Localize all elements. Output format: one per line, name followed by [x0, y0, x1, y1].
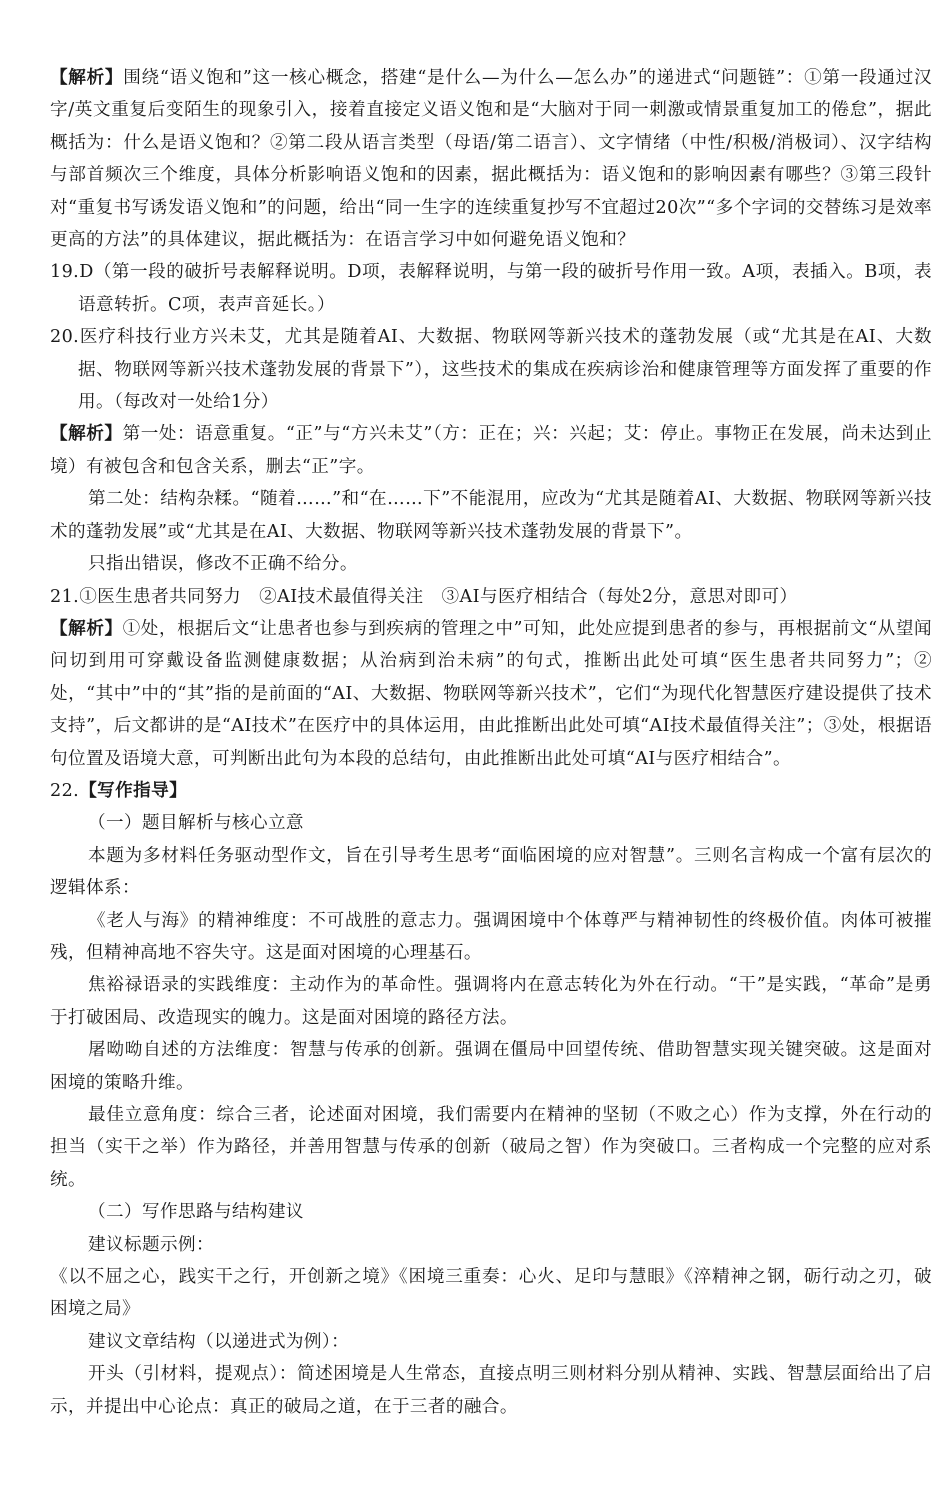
analysis-tag: 【解析】 — [50, 67, 124, 88]
q21-analysis — [50, 613, 932, 775]
q19-text: D（第一段的破折号表解释说明。D项，表解释说明，与第一段的破折号作用一致。A项，表插入。B项，表语意转折。C项，表声音延长。） — [78, 262, 932, 315]
q21-analysis-text: ①处，根据后文“让患者也参与到疾病的管理之中”可知，此处应提到患者的参与，再根据前文“从望闻问切到用可穿戴设备监测健康数据；从治病到治未病”的句式，推断出此处可填“医生患者共同努力”；②处，“其中”中的“其”指的是前面的“AI、大数据、物联网等新兴技术”，它们“为现代化智慧医疗建设提供了技术支持”，后文都讲的是“AI技术”在医疗中的具体运用，由此推断出此处可填“AI技术最值得关注”；③处，根据语句位置及语境大意，可判断出此句为本段的总结句，由此推断出此处可填“AI与医疗相结合”。 — [50, 618, 932, 769]
q19-answer — [50, 256, 932, 321]
q21-answer — [50, 581, 932, 613]
q20-analysis — [50, 418, 932, 483]
q20-analysis-3: 只指出错误，修改不正确不给分。 — [88, 554, 358, 575]
q22-s1-paragraph-2: 《老人与海》的精神维度：不可战胜的意志力。强调困境中个体尊严与精神韧性的终极价值。肉体可被摧残，但精神高地不容失守。这是面对困境的心理基石。 — [50, 910, 932, 963]
q22-s1-paragraph-3: 焦裕禄语录的实践维度：主动作为的革命性。强调将内在意志转化为外在行动。“干”是实践，“革命”是勇于打破困局、改造现实的魄力。这是面对困境的路径方法。 — [50, 975, 932, 1028]
q20-answer — [50, 321, 932, 418]
q22-section2-heading: （二）写作思路与结构建议 — [88, 1202, 304, 1223]
q22-s1-paragraph-4: 屠呦呦自述的方法维度：智慧与传承的创新。强调在僵局中回望传统、借助智慧实现关键突破。这是面对困境的策略升维。 — [50, 1040, 932, 1093]
q21-number: 21. — [50, 586, 80, 607]
q20-answer-text: 医疗科技行业方兴未艾，尤其是随着AI、大数据、物联网等新兴技术的蓬勃发展（或“尤其是在AI、大数据、物联网等新兴技术蓬勃发展的背景下”），这些技术的集成在疾病诊治和健康管理等方面发挥了重要的作用。（每改对一处给1分） — [78, 327, 932, 413]
analysis-tag: 【解析】 — [50, 423, 123, 445]
writing-guide-tag: 【写作指导】 — [79, 779, 188, 801]
analysis-tag: 【解析】 — [50, 617, 123, 639]
q22-number: 22. — [50, 780, 80, 801]
q22-s1-paragraph-5: 最佳立意角度：综合三者，论述面对困境，我们需要内在精神的坚韧（不败之心）作为支撑，外在行动的担当（实干之举）作为路径，并善用智慧与传承的创新（破局之智）作为突破口。三者构成一个完整的应对系统。 — [50, 1105, 932, 1190]
q21-answer-text: ①医生患者共同努力 ②AI技术最值得关注 ③AI与医疗相结合（每处2分，意思对即可） — [79, 586, 798, 607]
q20-analysis-2: 第二处：结构杂糅。“随着……”和“在……下”不能混用，应改为“尤其是随着AI、大数据、物联网等新兴技术的蓬勃发展”或“尤其是在AI、大数据、物联网等新兴技术蓬勃发展的背景下”。 — [50, 489, 932, 542]
q20-number: 20. — [50, 327, 80, 348]
q19-number: 19. — [50, 262, 80, 283]
q22-section1-heading: （一）题目解析与核心立意 — [88, 813, 304, 834]
q18-analysis-text: 围绕“语义饱和”这一核心概念，搭建“是什么—为什么—怎么办”的递进式“问题链”：①第一段通过汉字/英文重复后变陌生的现象引入，接着直接定义语义饱和是“大脑对于同一刺激或情景重复加工的倦怠”，据此概括为：什么是语义饱和？②第二段从语言类型（母语/第二语言）、文字情绪（中性/积极/消极词）、汉字结构与部首频次三个维度，具体分析影响语义饱和的因素，据此概括为：语义饱和的影响因素有哪些？③第三段针对“重复书写诱发语义饱和”的问题，给出“同一生字的连续重复抄写不宜超过20次”“多个字词的交替练习是效率更高的方法”的具体建议，据此概括为：在语言学习中如何避免语义饱和？ — [50, 68, 932, 251]
q20-analysis-1: 第一处：语意重复。“正”与“方兴未艾”（方：正在；兴：兴起；艾：停止。事物正在发展，尚未达到止境）有被包含和包含关系，删去“正”字。 — [50, 424, 932, 477]
q22-s2-paragraph-4: 开头（引材料，提观点）：简述困境是人生常态，直接点明三则材料分别从精神、实践、智慧层面给出了启示，并提出中心论点：真正的破局之道，在于三者的融合。 — [50, 1364, 932, 1417]
q22-s2-title-examples: 《以不屈之心，践实干之行，开创新之境》《困境三重奏：心火、足印与慧眼》《淬精神之钢，砺行动之刃，破困境之局》 — [50, 1267, 932, 1320]
q18-analysis — [50, 62, 932, 256]
q22-s1-paragraph-1: 本题为多材料任务驱动型作文，旨在引导考生思考“面临困境的应对智慧”。三则名言构成一个富有层次的逻辑体系： — [50, 845, 932, 899]
q22-header — [50, 775, 932, 807]
q22-s2-paragraph-1: 建议标题示例： — [88, 1234, 214, 1255]
q22-s2-paragraph-3: 建议文章结构（以递进式为例）： — [88, 1331, 350, 1352]
